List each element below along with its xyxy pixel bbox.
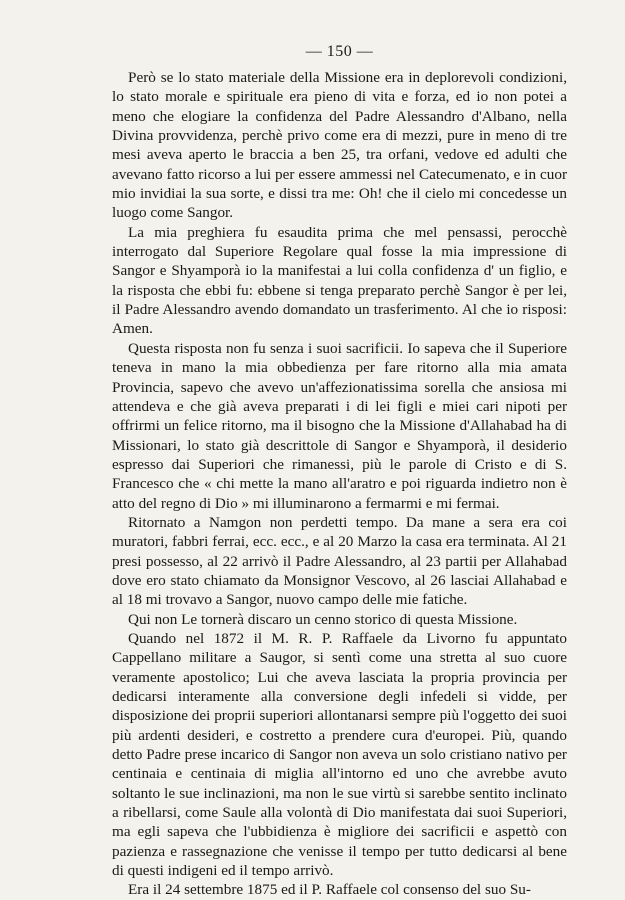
page-number: — 150 — [305,43,374,60]
paragraph-2: La mia preghiera fu esaudita prima che mel pensassi, perocchè interrogato dal Superiore Regolare qual fosse la mia impressione di Sangor e Shyamporà io la manifestai a lui colla confidenza d' un figlio, e la risposta che ebbi fu: ebbene si tenga preparato perchè Sangor è per lei, il Padre Alessandro avendo domandato un trasferimento. Al che io risposi: Amen. [112,223,567,338]
paragraph-4: Ritornato a Namgon non perdetti tempo. Da mane a sera era coi muratori, fabbri ferrai, ecc. ecc., e al 20 Marzo la casa era terminata. Al 21 presi possesso, al 22 arrivò il Padre Alessandro, al 23 partii per Allahabad dove ero stato chiamato da Monsignor Vescovo, al 26 lasciai Allahabad e al 18 mi trovavo a Sangor, nuovo campo delle mie fatiche. [112,513,567,609]
paragraph-7: Era il 24 settembre 1875 ed il P. Raffaele col consenso del suo Su- [128,881,531,899]
paragraph-1: Però se lo stato materiale della Missione era in deplorevoli condizioni, lo stato morale e spirituale era pieno di vita e forza, ed io non potei a meno che elogiare la confidenza del Padre Alessandro d'Albano, nella Divina provvidenza, perchè privo come era di mezzi, pure in meno di tre mesi aveva aperto le braccia a ben 25, tra orfani, vedove ed adulti che avevano fatto ricorso a lui per essere ammessi nel Catecumenato, e in cuor mio invidiai la sua sorte, e dissi tra me: Oh! che il cielo mi concedesse un luogo come Sangor. [112,69,567,222]
paragraph-3: Questa risposta non fu senza i suoi sacrificii. Io sapeva che il Superiore teneva in mano la mia obbedienza per fare ritorno alla mia amata Provincia, sapevo che avevo un'affezionatissima sorella che ansiosa mi attendeva e che già aveva preparati i di lei figli e miei cari nipoti per offrirmi un felice ritorno, ma il bisogno che la Missione d'Allahabad ha di Missionari, lo stato già descrittole di Sangor e Shyamporà, il desiderio espresso dai Superiori che rimanessi, più le parole di Cristo e di S. Francesco che « chi mette la mano all'aratro e poi riguarda indietro non è atto del regno di Dio » mi illuminarono a fermarmi e mi fermai. [112,339,567,512]
paragraph-5: Qui non Le tornerà discaro un cenno storico di questa Missione. [128,610,518,628]
paragraph-6: Quando nel 1872 il M. R. P. Raffaele da Livorno fu appuntato Cappellano militare a Saugor, si sentì come una stretta al suo cuore veramente apostolico; Lui che aveva lasciata la propria provincia per dedicarsi interamente alla conversione degli infedeli si vidde, per disposizione dei proprii superiori allontanarsi sempre più l'oggetto dei suoi più ardenti desideri, e costretto a prendere cura d'europei. Più, quando detto Padre prese incarico di Sangor non aveva un solo cristiano nativo per centinaia e centinaia di miglia all'intorno ed uno che avrebbe avuto soltanto le sue inclinazioni, ma non le sue virtù si sarebbe sentito inclinato a ribellarsi, come Saule alla volontà di Dio manifestata dai suoi Superiori, ma egli sapeva che l'ubbidienza è migliore dei sacrificii e aspettò con pazienza e rassegnazione che venisse il tempo per tutto dedicarsi al bene di questi indigeni ed il tempo arrivò. [112,629,567,880]
